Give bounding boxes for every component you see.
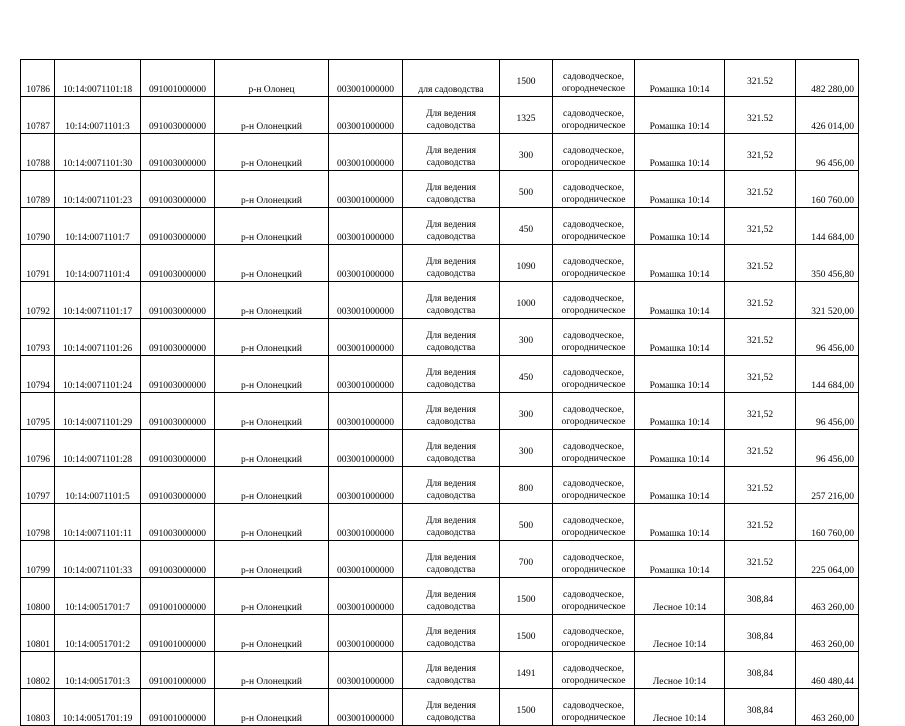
value-cell: 96 456,00 — [796, 319, 859, 356]
category-code-cell: 003001000000 — [329, 393, 403, 430]
zone-cell: Ромашка 10:14 — [635, 319, 725, 356]
cadastral-number-cell: 10:14:0071101:26 — [55, 319, 141, 356]
row-number-cell: 10791 — [21, 245, 55, 282]
cadastral-number-cell: 10:14:0051701:3 — [55, 652, 141, 689]
row-number-cell: 10801 — [21, 615, 55, 652]
okato-code-cell: 091003000000 — [141, 97, 215, 134]
district-cell: р-н Олонецкий — [215, 356, 329, 393]
row-number-cell: 10803 — [21, 689, 55, 726]
permitted-use-cell: Для ведения садоводства — [403, 282, 500, 319]
purpose-cell: садоводческое, огородническое — [553, 356, 635, 393]
zone-cell: Лесное 10:14 — [635, 689, 725, 726]
table-row — [21, 430, 859, 467]
row-number-cell: 10796 — [21, 430, 55, 467]
cadastral-number-cell: 10:14:0071101:33 — [55, 541, 141, 578]
row-number-cell: 10789 — [21, 171, 55, 208]
rate-cell: 321.52 — [725, 430, 796, 467]
category-code-cell: 003001000000 — [329, 430, 403, 467]
permitted-use-cell: Для ведения садоводства — [403, 393, 500, 430]
rate-cell: 321.52 — [725, 541, 796, 578]
district-cell: р-н Олонец — [215, 60, 329, 97]
district-cell: р-н Олонецкий — [215, 97, 329, 134]
okato-code-cell: 091003000000 — [141, 319, 215, 356]
district-cell: р-н Олонецкий — [215, 208, 329, 245]
area-cell: 300 — [500, 319, 553, 356]
okato-code-cell: 091001000000 — [141, 689, 215, 726]
cadastral-number-cell: 10:14:0071101:7 — [55, 208, 141, 245]
value-cell: 321 520,00 — [796, 282, 859, 319]
district-cell: р-н Олонецкий — [215, 652, 329, 689]
cadastral-number-cell: 10:14:0071101:29 — [55, 393, 141, 430]
district-cell: р-н Олонецкий — [215, 578, 329, 615]
zone-cell: Ромашка 10:14 — [635, 97, 725, 134]
category-code-cell: 003001000000 — [329, 282, 403, 319]
zone-cell: Лесное 10:14 — [635, 578, 725, 615]
okato-code-cell: 091003000000 — [141, 171, 215, 208]
purpose-cell: садоводческое, огородническое — [553, 97, 635, 134]
district-cell: р-н Олонецкий — [215, 689, 329, 726]
purpose-cell: садоводческое, огородническое — [553, 171, 635, 208]
okato-code-cell: 091003000000 — [141, 504, 215, 541]
category-code-cell: 003001000000 — [329, 541, 403, 578]
cadastral-number-cell: 10:14:0071101:3 — [55, 97, 141, 134]
okato-code-cell: 091003000000 — [141, 208, 215, 245]
purpose-cell: садоводческое, огороднеческое — [553, 60, 635, 97]
zone-cell: Ромашка 10:14 — [635, 208, 725, 245]
district-cell: р-н Олонецкий — [215, 319, 329, 356]
permitted-use-cell: Для ведения садоводства — [403, 319, 500, 356]
cadastral-number-cell: 10:14:0051701:7 — [55, 578, 141, 615]
purpose-cell: садоводческое, огородническое — [553, 134, 635, 171]
permitted-use-cell: Для ведения садоводства — [403, 245, 500, 282]
row-number-cell: 10794 — [21, 356, 55, 393]
rate-cell: 321,52 — [725, 134, 796, 171]
table-row — [21, 393, 859, 430]
table-row — [21, 208, 859, 245]
category-code-cell: 003001000000 — [329, 245, 403, 282]
value-cell: 257 216,00 — [796, 467, 859, 504]
area-cell: 450 — [500, 208, 553, 245]
table-row — [21, 97, 859, 134]
district-cell: р-н Олонецкий — [215, 282, 329, 319]
table-row — [21, 652, 859, 689]
cadastral-number-cell: 10:14:0071101:28 — [55, 430, 141, 467]
permitted-use-cell: Для ведения садоводства — [403, 208, 500, 245]
permitted-use-cell: Для ведения садоводства — [403, 430, 500, 467]
row-number-cell: 10792 — [21, 282, 55, 319]
table-row — [21, 578, 859, 615]
area-cell: 1491 — [500, 652, 553, 689]
category-code-cell: 003001000000 — [329, 504, 403, 541]
value-cell: 225 064,00 — [796, 541, 859, 578]
area-cell: 300 — [500, 134, 553, 171]
okato-code-cell: 091001000000 — [141, 60, 215, 97]
purpose-cell: садоводческое, огородническое — [553, 430, 635, 467]
okato-code-cell: 091003000000 — [141, 356, 215, 393]
rate-cell: 321.52 — [725, 282, 796, 319]
cadastral-number-cell: 10:14:0051701:2 — [55, 615, 141, 652]
rate-cell: 321.52 — [725, 245, 796, 282]
okato-code-cell: 091003000000 — [141, 541, 215, 578]
rate-cell: 308,84 — [725, 578, 796, 615]
row-number-cell: 10787 — [21, 97, 55, 134]
rate-cell: 321.52 — [725, 467, 796, 504]
rate-cell: 321,52 — [725, 393, 796, 430]
area-cell: 300 — [500, 393, 553, 430]
zone-cell: Ромашка 10:14 — [635, 356, 725, 393]
area-cell: 500 — [500, 171, 553, 208]
cadastral-number-cell: 10:14:0071101:4 — [55, 245, 141, 282]
area-cell: 1000 — [500, 282, 553, 319]
district-cell: р-н Олонецкий — [215, 171, 329, 208]
land-parcel-table — [20, 59, 859, 726]
purpose-cell: садоводческое, огородническое — [553, 504, 635, 541]
row-number-cell: 10795 — [21, 393, 55, 430]
rate-cell: 308,84 — [725, 689, 796, 726]
area-cell: 1500 — [500, 615, 553, 652]
category-code-cell: 003001000000 — [329, 171, 403, 208]
value-cell: 144 684,00 — [796, 356, 859, 393]
okato-code-cell: 091001000000 — [141, 652, 215, 689]
category-code-cell: 003001000000 — [329, 319, 403, 356]
purpose-cell: садоводческое, огородническое — [553, 393, 635, 430]
area-cell: 1325 — [500, 97, 553, 134]
row-number-cell: 10797 — [21, 467, 55, 504]
rate-cell: 321.52 — [725, 319, 796, 356]
value-cell: 463 260,00 — [796, 578, 859, 615]
table-row — [21, 245, 859, 282]
purpose-cell: садоводческое, огородническое — [553, 282, 635, 319]
area-cell: 500 — [500, 504, 553, 541]
purpose-cell: садоводческое, огородническое — [553, 245, 635, 282]
zone-cell: Ромашка 10:14 — [635, 60, 725, 97]
area-cell: 1500 — [500, 60, 553, 97]
category-code-cell: 003001000000 — [329, 615, 403, 652]
table-row — [21, 171, 859, 208]
value-cell: 96 456,00 — [796, 134, 859, 171]
district-cell: р-н Олонецкий — [215, 541, 329, 578]
table-row — [21, 60, 859, 97]
okato-code-cell: 091001000000 — [141, 615, 215, 652]
area-cell: 700 — [500, 541, 553, 578]
value-cell: 350 456,80 — [796, 245, 859, 282]
area-cell: 450 — [500, 356, 553, 393]
row-number-cell: 10800 — [21, 578, 55, 615]
area-cell: 1500 — [500, 578, 553, 615]
permitted-use-cell: Для ведения садоводства — [403, 541, 500, 578]
value-cell: 463 260,00 — [796, 689, 859, 726]
table-row — [21, 356, 859, 393]
area-cell: 300 — [500, 430, 553, 467]
value-cell: 463 260,00 — [796, 615, 859, 652]
okato-code-cell: 091003000000 — [141, 467, 215, 504]
table-row — [21, 541, 859, 578]
permitted-use-cell: для садоводства — [403, 60, 500, 97]
cadastral-number-cell: 10:14:0051701:19 — [55, 689, 141, 726]
purpose-cell: садоводческое, огородническое — [553, 208, 635, 245]
zone-cell: Ромашка 10:14 — [635, 245, 725, 282]
zone-cell: Ромашка 10:14 — [635, 171, 725, 208]
value-cell: 160 760.00 — [796, 171, 859, 208]
permitted-use-cell: Для ведения садоводства — [403, 652, 500, 689]
rate-cell: 321.52 — [725, 60, 796, 97]
zone-cell: Ромашка 10:14 — [635, 393, 725, 430]
zone-cell: Ромашка 10:14 — [635, 430, 725, 467]
cadastral-number-cell: 10:14:0071101:5 — [55, 467, 141, 504]
permitted-use-cell: Для ведения садоводства — [403, 467, 500, 504]
table-row — [21, 134, 859, 171]
district-cell: р-н Олонецкий — [215, 245, 329, 282]
zone-cell: Лесное 10:14 — [635, 652, 725, 689]
rate-cell: 308,84 — [725, 652, 796, 689]
category-code-cell: 003001000000 — [329, 467, 403, 504]
area-cell: 1090 — [500, 245, 553, 282]
zone-cell: Ромашка 10:14 — [635, 467, 725, 504]
row-number-cell: 10799 — [21, 541, 55, 578]
purpose-cell: садоводческое, огородническое — [553, 578, 635, 615]
permitted-use-cell: Для ведения садоводства — [403, 689, 500, 726]
okato-code-cell: 091003000000 — [141, 430, 215, 467]
category-code-cell: 003001000000 — [329, 97, 403, 134]
district-cell: р-н Олонецкий — [215, 467, 329, 504]
permitted-use-cell: Для ведения садоводства — [403, 356, 500, 393]
district-cell: р-н Олонецкий — [215, 430, 329, 467]
value-cell: 96 456,00 — [796, 393, 859, 430]
table-row — [21, 319, 859, 356]
district-cell: р-н Олонецкий — [215, 134, 329, 171]
okato-code-cell: 091003000000 — [141, 393, 215, 430]
category-code-cell: 003001000000 — [329, 689, 403, 726]
value-cell: 460 480,44 — [796, 652, 859, 689]
cadastral-number-cell: 10:14:0071101:17 — [55, 282, 141, 319]
purpose-cell: садоводческое, огородническое — [553, 319, 635, 356]
district-cell: р-н Олонецкий — [215, 615, 329, 652]
category-code-cell: 003001000000 — [329, 578, 403, 615]
row-number-cell: 10786 — [21, 60, 55, 97]
okato-code-cell: 091003000000 — [141, 245, 215, 282]
purpose-cell: садоводческое, огородническое — [553, 541, 635, 578]
zone-cell: Ромашка 10:14 — [635, 134, 725, 171]
category-code-cell: 003001000000 — [329, 60, 403, 97]
category-code-cell: 003001000000 — [329, 208, 403, 245]
purpose-cell: садоводческое, огородническое — [553, 467, 635, 504]
zone-cell: Ромашка 10:14 — [635, 282, 725, 319]
zone-cell: Ромашка 10:14 — [635, 541, 725, 578]
zone-cell: Лесное 10:14 — [635, 615, 725, 652]
cadastral-number-cell: 10:14:0071101:24 — [55, 356, 141, 393]
cadastral-number-cell: 10:14:0071101:30 — [55, 134, 141, 171]
permitted-use-cell: Для ведения садоводства — [403, 97, 500, 134]
category-code-cell: 003001000000 — [329, 356, 403, 393]
okato-code-cell: 091003000000 — [141, 134, 215, 171]
row-number-cell: 10798 — [21, 504, 55, 541]
rate-cell: 321,52 — [725, 356, 796, 393]
cadastral-number-cell: 10:14:0071101:18 — [55, 60, 141, 97]
permitted-use-cell: Для ведения садоводства — [403, 615, 500, 652]
table-row — [21, 282, 859, 319]
purpose-cell: садоводческое, огородническое — [553, 652, 635, 689]
area-cell: 800 — [500, 467, 553, 504]
cadastral-number-cell: 10:14:0071101:23 — [55, 171, 141, 208]
purpose-cell: садоводческое, огородническое — [553, 615, 635, 652]
row-number-cell: 10802 — [21, 652, 55, 689]
permitted-use-cell: Для ведения садоводства — [403, 171, 500, 208]
district-cell: р-н Олонецкий — [215, 393, 329, 430]
value-cell: 426 014,00 — [796, 97, 859, 134]
purpose-cell: садоводческое, огородническое — [553, 689, 635, 726]
district-cell: р-н Олонецкий — [215, 504, 329, 541]
row-number-cell: 10793 — [21, 319, 55, 356]
zone-cell: Ромашка 10:14 — [635, 504, 725, 541]
value-cell: 160 760,00 — [796, 504, 859, 541]
permitted-use-cell: Для ведения садоводства — [403, 578, 500, 615]
rate-cell: 321.52 — [725, 97, 796, 134]
table-row — [21, 615, 859, 652]
rate-cell: 321.52 — [725, 171, 796, 208]
category-code-cell: 003001000000 — [329, 134, 403, 171]
rate-cell: 308,84 — [725, 615, 796, 652]
value-cell: 482 280,00 — [796, 60, 859, 97]
rate-cell: 321,52 — [725, 208, 796, 245]
value-cell: 96 456,00 — [796, 430, 859, 467]
okato-code-cell: 091001000000 — [141, 578, 215, 615]
permitted-use-cell: Для ведения садоводства — [403, 504, 500, 541]
table-row — [21, 467, 859, 504]
okato-code-cell: 091003000000 — [141, 282, 215, 319]
table-row — [21, 689, 859, 726]
table-row — [21, 504, 859, 541]
area-cell: 1500 — [500, 689, 553, 726]
table-body — [21, 60, 859, 726]
cadastral-number-cell: 10:14:0071101:11 — [55, 504, 141, 541]
rate-cell: 321.52 — [725, 504, 796, 541]
row-number-cell: 10790 — [21, 208, 55, 245]
permitted-use-cell: Для ведения садоводства — [403, 134, 500, 171]
row-number-cell: 10788 — [21, 134, 55, 171]
category-code-cell: 003001000000 — [329, 652, 403, 689]
value-cell: 144 684,00 — [796, 208, 859, 245]
